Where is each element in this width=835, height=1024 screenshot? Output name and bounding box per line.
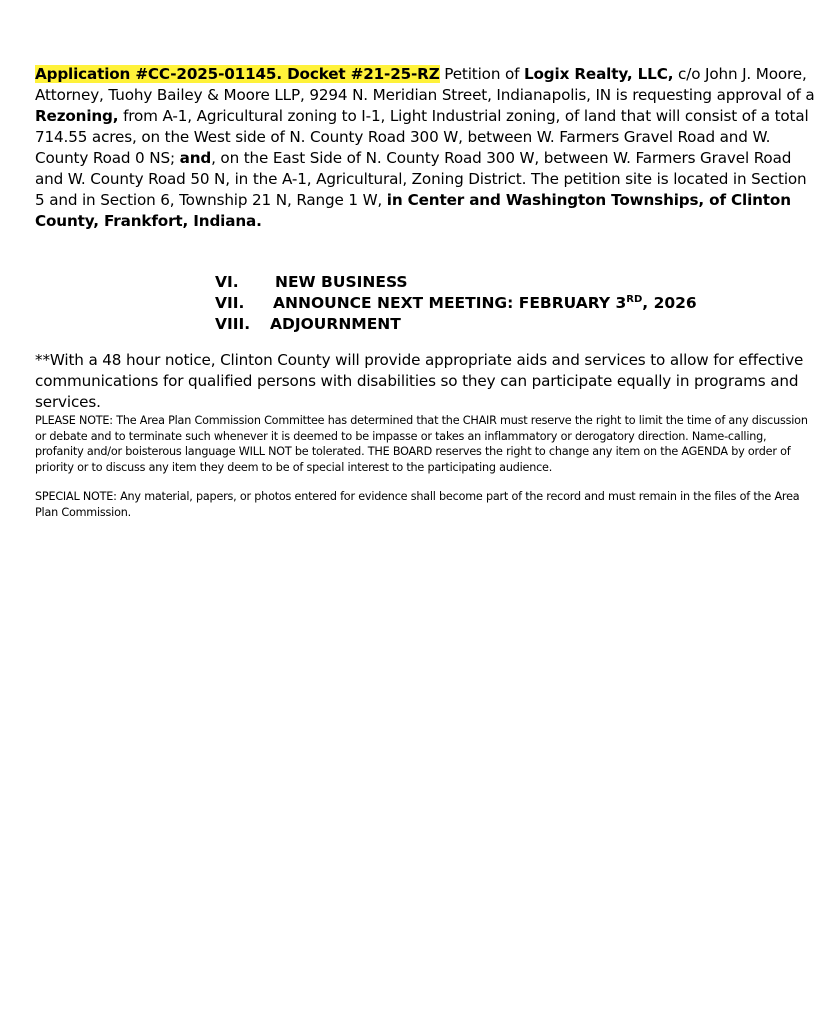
agenda-item-new-business [215,272,697,293]
agenda-label: NEW BUSINESS [275,273,408,291]
agenda-item-adjournment [215,314,697,335]
location-text: in Center and Washington Townships, of Clinton County, Frankfort, Indiana. [35,191,791,230]
please-note: PLEASE NOTE: The Area Plan Commission Committee has determined that the CHAIR must reserve the right to limit the time of any discussion or debate and to terminate such whenever it is deemed to be impasse or takes an inflammatory or derogatory direction. Name-calling, profanity and/or boisterous language WILL NOT be tolerated. THE BOARD reserves the right to change any item on the AGENDA by order of priority or to discuss any item they deem to be of special interest to the participating audience. [35,414,808,474]
request-type: Rezoning, [35,107,119,125]
special-note: SPECIAL NOTE: Any material, papers, or photos entered for evidence shall become part of the record and must remain in the files of the Area Plan Commission. [35,490,800,519]
agenda-number: VII. [215,294,245,312]
and-word: and [179,149,212,167]
application-paragraph [35,64,815,232]
application-text-3: from A-1, Agricultural zoning to I-1, Light Industrial zoning, of land that will consist of a total 714.55 acres, on the West side of N. County Road 300 W, between W. Farmers Gravel Road and W. County Road 0 NS; [35,107,809,167]
ordinal-suffix: RD [626,294,643,305]
accessibility-notice: **With a 48 hour notice, Clinton County will provide appropriate aids and services to allow for effective communications for qualified persons with disabilities so they can participate equally in programs and services. [35,351,804,411]
application-text-2: c/o John J. Moore, Attorney, Tuohy Bailey & Moore LLP, 9294 N. Meridian Street, Indianapolis, IN is requesting approval of a [35,65,815,104]
agenda-list [215,272,697,335]
application-text-1: Petition of [439,65,524,83]
petitioner-name: Logix Realty, LLC, [524,65,674,83]
agenda-year: , 2026 [642,294,697,312]
agenda-item-next-meeting [215,293,697,314]
agenda-label-text: ANNOUNCE NEXT MEETING: FEBRUARY 3 [273,294,627,312]
application-text-4: , on the East Side of N. County Road 300 W, between W. Farmers Gravel Road and W. County Road 50 N, in the A-1, Agricultural, Zoning District. The petition site is located in Section 5 and in Section 6, Township 21 N, Range 1 W, [35,149,807,209]
agenda-label [273,293,697,314]
agenda-number: VI. [215,273,239,291]
agenda-number: VIII. [215,315,251,333]
application-heading: Application #CC-2025-01145. Docket #21-25-RZ [35,65,440,83]
agenda-label: ADJOURNMENT [270,315,401,333]
